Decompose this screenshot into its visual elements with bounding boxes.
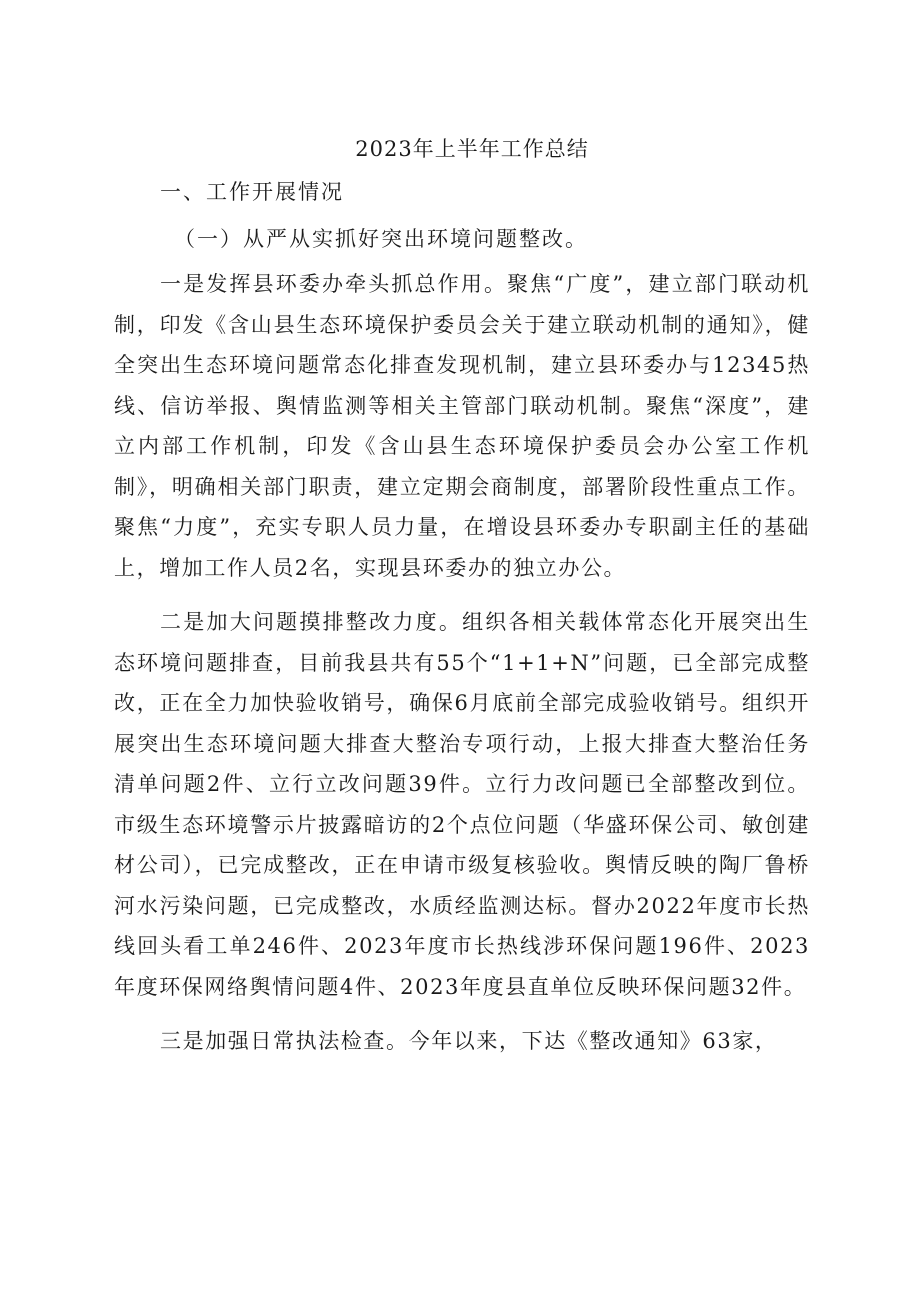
section-heading: 一、工作开展情况 xyxy=(160,180,344,204)
paragraph-3: 三是加强日常执法检查。今年以来，下达《整改通知》63家， xyxy=(160,1029,778,1053)
document-title: 2023年上半年工作总结 xyxy=(355,137,589,161)
subsection-heading: （一）从严从实抓好突出环境问题整改。 xyxy=(174,227,588,251)
paragraph-2: 二是加大问题摸排整改力度。组织各相关载体常态化开展突出生态环境问题排查，目前我县共有55个“1+1+N”问题，已全部完成整改，正在全力加快验收销号，确保6月底前全部完成验收销号。组织开展突出生态环境问题大排查大整治专项行动，上报大排查大整治任务清单问题2件、立行立改问题39件。立行力改问题已全部整改到位。市级生态环境警示片披露暗访的2个点位问题（华盛环保公司、敏创建材公司），已完成整改，正在申请市级复核验收。舆情反映的陶厂鲁桥河水污染问题，已完成整改，水质经监测达标。督办2022年度市长热线回头看工单246件、2023年度市长热线涉环保问题196件、2023年度环保网络舆情问题4件、2023年度县直单位反映环保问题32件。 xyxy=(114,610,810,999)
paragraph-1: 一是发挥县环委办牵头抓总作用。聚焦“广度”，建立部门联动机制，印发《含山县生态环境保护委员会关于建立联动机制的通知》，健全突出生态环境问题常态化排查发现机制，建立县环委办与12345热线、信访举报、舆情监测等相关主管部门联动机制。聚焦“深度”，建立内部工作机制，印发《含山县生态环境保护委员会办公室工作机制》，明确相关部门职责，建立定期会商制度，部署阶段性重点工作。聚焦“力度”，充实专职人员力量，在增设县环委办专职副主任的基础上，增加工作人员2名，实现县环委办的独立办公。 xyxy=(114,272,810,580)
